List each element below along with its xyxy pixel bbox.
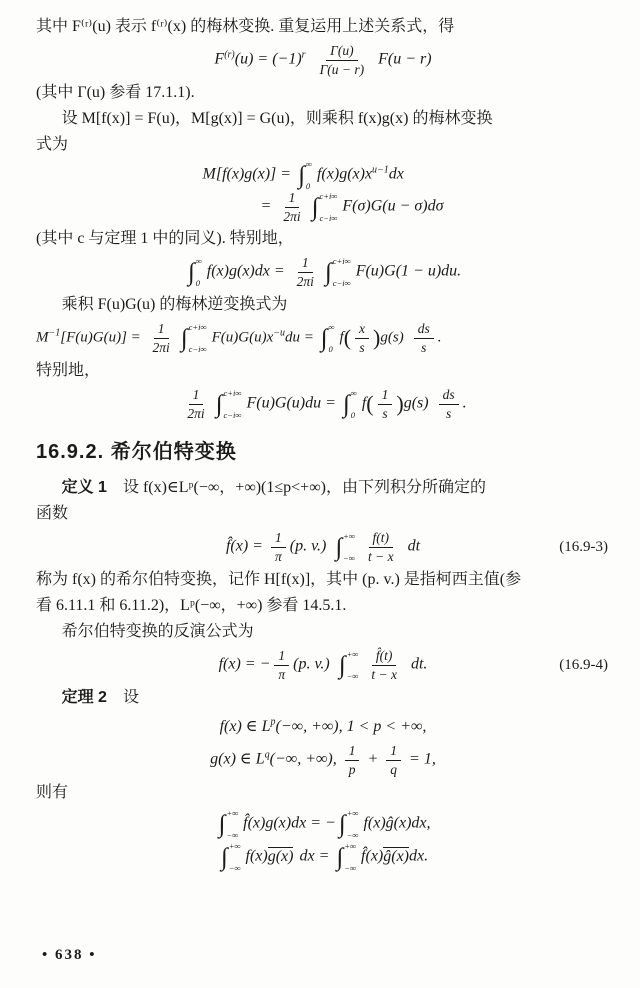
upper-limit: +∞ [346,649,359,660]
lower-limit: −∞ [228,862,241,873]
superscript: p [270,716,276,728]
para-then-have: 则有 [36,784,69,802]
equation-row-isometry [36,842,610,872]
math-text: (p. v.) [293,655,330,673]
lower-limit: c−i∞ [332,277,351,288]
integral [188,257,205,287]
formula-hilbert-isometry [218,842,428,872]
fraction [386,743,401,777]
integral-sign: ∫ [338,810,346,838]
math-text: f(x) = − [218,655,271,673]
integral-sign: ∫ [220,843,228,871]
integral [325,257,354,287]
integral-limits [319,192,337,222]
formula-mellin-rth-derivative [214,43,431,77]
denominator: π [278,666,286,682]
lower-limit: 0 [328,343,333,354]
math-text: (p. v.) [289,537,327,555]
integral-limits [328,323,334,353]
integral-sign: ∫ [215,390,223,418]
numerator: 1 [271,530,286,548]
integral [335,532,358,562]
equation-row-inverse-product [36,321,610,355]
upper-limit: ∞ [195,256,202,267]
math-text: f [339,329,344,346]
fraction [367,648,401,682]
integral-sign: ∫ [187,258,195,286]
formula-g-lq-condition [210,743,436,777]
superscript: (r) [224,49,235,61]
integral [298,160,315,190]
para-inverse-product-intro: 乘积 F(u)G(u) 的梅林逆变换式为 [61,296,288,314]
denominator: 2πi [187,405,205,421]
superscript: r [301,49,306,61]
fraction [355,321,369,355]
upper-limit: ∞ [350,388,357,399]
math-text: f̂(x) = [225,537,267,555]
superscript: u−1 [372,164,389,176]
denominator: s [445,405,452,421]
denominator: 2πi [296,273,314,289]
formula-mellin-special-case [179,387,466,421]
math-text: F [214,50,225,68]
para-mellin-derivative-intro: 其中 F⁽ʳ⁾(u) 表示 f⁽ʳ⁾(x) 的梅林变换. 重复运用上述关系式，得 [36,18,455,35]
integral-sign: ∫ [180,324,188,352]
integral [336,842,359,872]
fraction [414,321,434,355]
formula-hilbert-duality [215,809,430,839]
section-heading: 16.9.2. 希尔伯特变换 [36,441,237,464]
integral [312,192,341,222]
numerator: 1 [285,190,300,208]
integral-limits [229,842,241,872]
para-hilbert-naming-line1: 称为 f(x) 的希尔伯特变换，记作 H[f(x)]，其中 (p. v.) 是指柯西主值(参 [36,571,522,589]
denominator: 2πi [152,339,170,355]
math-text: du = [284,329,318,346]
math-text: . [462,394,467,412]
definition-1-label: 定义 1 [61,479,107,497]
math-text: g(s) [403,394,429,412]
integral-sign: ∫ [342,390,350,418]
conjugate-overline: g(x) [267,847,294,865]
numerator: f̂(t) [372,648,397,666]
lower-limit: −∞ [343,552,355,563]
integral-sign: ∫ [320,324,328,352]
fraction [364,530,398,564]
formula-hilbert-transform [226,530,420,564]
integral-limits [351,389,357,419]
integral-limits [226,809,238,839]
numerator: 1 [189,387,204,405]
upper-limit: ∞ [305,159,312,170]
math-text: f(x)g(x)dx = [206,262,289,280]
integral-limits [224,389,242,419]
formula-mellin-parseval [185,255,461,289]
upper-limit: c+i∞ [319,191,338,202]
denominator: s [382,405,388,421]
math-text: F(u)G(u)du = [246,394,340,412]
lower-limit: 0 [350,409,356,420]
integral-sign: ∫ [298,161,305,189]
integral-sign: ∫ [336,843,344,871]
math-text: f̂(x)g(x)dx = − [243,814,336,832]
para-definition-1-cont: 函数 [36,505,69,523]
lower-limit: −∞ [346,670,359,681]
numerator: 1 [298,255,313,273]
math-text: dt [407,537,421,555]
upper-limit: c+i∞ [223,388,242,399]
integral-limits [347,809,359,839]
conjugate-overline: ĝ(x) [383,847,410,865]
superscript: q [264,749,270,761]
math-text: f̂(x) [361,847,384,865]
integral-limits [344,842,356,872]
integral [216,389,245,419]
superscript: −u [273,327,285,339]
lower-limit: c−i∞ [188,343,207,354]
math-text: f(x)g(x)x [316,165,373,183]
denominator: 2πi [283,208,301,224]
math-text: F(u)G(u)x [211,329,274,346]
denominator: π [274,548,282,564]
fraction [316,43,369,77]
formula-mellin-product-line1 [203,160,444,190]
lower-limit: 0 [305,180,311,191]
integral [181,323,210,353]
integral [339,650,362,680]
equation-number-16-9-3: (16.9-3) [559,539,608,556]
math-text: f(x)ĝ(x)dx, [363,814,431,832]
numerator: 1 [345,743,360,761]
math-text: dx = [299,847,334,865]
page-number: • 638 • [42,947,97,963]
para-theorem-2 [36,685,610,711]
math-text: [F(u)G(u)] = [60,329,145,346]
big-paren: ( [366,391,374,417]
fraction [279,190,304,224]
upper-limit: c+i∞ [332,256,351,267]
lower-limit: 0 [195,277,200,288]
para-definition-1 [36,475,610,501]
numerator: 1 [378,387,393,405]
fraction [439,387,459,421]
integral-limits [189,323,207,353]
math-text: M [36,329,49,346]
para-hilbert-naming-line2: 看 6.11.1 和 6.11.2)，Lᵖ(−∞，+∞) 参看 14.5.1. [36,597,347,615]
integral-sign: ∫ [338,651,346,679]
theorem-2-label: 定理 2 [61,689,107,707]
lower-limit: c−i∞ [223,409,242,420]
denominator: s [421,339,427,355]
numerator: ds [439,387,459,405]
formula-f-lp-condition [220,714,427,740]
integral-sign: ∫ [335,533,343,561]
numerator: x [355,321,369,339]
numerator: ds [414,321,434,339]
integral [218,809,241,839]
integral-sign: ∫ [324,258,332,286]
denominator: t − x [371,666,397,682]
math-text: F(σ)G(u − σ)dσ [342,197,444,215]
integral-sign: ∫ [218,810,226,838]
integral-limits [347,650,359,680]
math-text: f(x) [245,847,268,865]
equation-row-duality [36,809,610,839]
para-inversion-intro: 希尔伯特变换的反演公式为 [61,623,254,641]
math-text: (−∞, +∞), [269,750,341,768]
lower-limit: −∞ [344,862,357,873]
math-text: f(x) ∈ L [219,718,271,736]
para-gamma-reference: (其中 Γ(u) 参看 17.1.1). [36,84,195,102]
numerator: 1 [154,321,169,339]
math-text: f [361,394,367,412]
fraction [293,255,318,289]
math-text: (u) = (−1) [234,50,302,68]
fraction [378,387,393,421]
integral [321,323,338,353]
upper-limit: +∞ [346,808,359,819]
math-text: F(u − r) [378,50,432,68]
math-text: dt. [410,655,428,673]
math-text: + [363,750,383,768]
para-c-same-meaning: (其中 c 与定理 1 中的同义). 特别地， [36,230,294,248]
math-text: M[f(x)g(x)] = [202,165,296,183]
big-paren: ) [396,391,404,417]
integral-limits [343,532,355,562]
equation-row-g-condition [36,743,610,777]
equation-row-16-9-3 [36,530,610,564]
lower-limit: c−i∞ [319,212,338,223]
equation-row-16-9-4 [36,648,610,682]
denominator: q [390,761,398,777]
math-text: dx [388,165,404,183]
equation-group-mellin-product [203,160,444,224]
fraction [271,530,286,564]
math-text: g(x) ∈ L [210,750,265,768]
upper-limit: +∞ [226,808,239,819]
equation-number-16-9-4: (16.9-4) [559,657,608,674]
math-text: g(s) [380,329,404,346]
numerator: Γ(u) [326,43,357,61]
denominator: Γ(u − r) [319,61,365,77]
big-paren: ( [343,325,352,351]
fraction [345,743,360,777]
denominator: s [359,339,365,355]
denominator: p [348,761,356,777]
math-text: = [260,197,276,215]
equation-row-especially [36,387,610,421]
integral-limits [333,257,351,287]
formula-mellin-product-line2 [261,190,444,224]
para-product-transform-line1: 设 M[f(x)] = F(u)，M[g(x)] = G(u)，则乘积 f(x)g(x) 的梅林变换 [61,110,493,128]
integral-limits [196,257,202,287]
numerator: f(t) [369,530,394,548]
formula-hilbert-inverse [219,648,428,682]
integral-limits [306,160,312,190]
para-especially: 特别地， [36,362,101,380]
denominator: t − x [367,548,394,564]
equation-row-f-condition [36,714,610,740]
math-text: dx. [409,847,429,865]
equation-row-parseval [36,255,610,289]
upper-limit: ∞ [328,322,335,333]
superscript: −1 [48,327,61,339]
theorem-2-text: 设 [106,689,139,707]
integral [339,809,362,839]
math-text: (−∞, +∞), 1 < p < +∞, [275,718,427,736]
integral [343,389,360,419]
integral [221,842,244,872]
fraction [183,387,208,421]
upper-limit: +∞ [344,841,357,852]
math-text: . [437,329,442,346]
math-text: F(u)G(1 − u)du. [355,262,462,280]
upper-limit: +∞ [343,531,355,542]
numerator: 1 [386,743,401,761]
big-paren: ) [373,325,381,351]
definition-1-text: 设 f(x)∈Lᵖ(−∞，+∞)(1≤p<+∞)，由下列积分所确定的 [106,479,486,497]
integral-sign: ∫ [311,193,319,221]
lower-limit: −∞ [346,829,359,840]
upper-limit: +∞ [228,841,241,852]
math-text: = 1, [405,750,436,768]
para-product-transform-line2: 式为 [36,136,69,154]
equation-row-mellin-derivative [36,43,610,77]
upper-limit: c+i∞ [188,322,207,333]
fraction [274,648,289,682]
lower-limit: −∞ [226,829,239,840]
numerator: 1 [274,648,289,666]
formula-mellin-inverse-product [36,321,441,355]
fraction [149,321,174,355]
